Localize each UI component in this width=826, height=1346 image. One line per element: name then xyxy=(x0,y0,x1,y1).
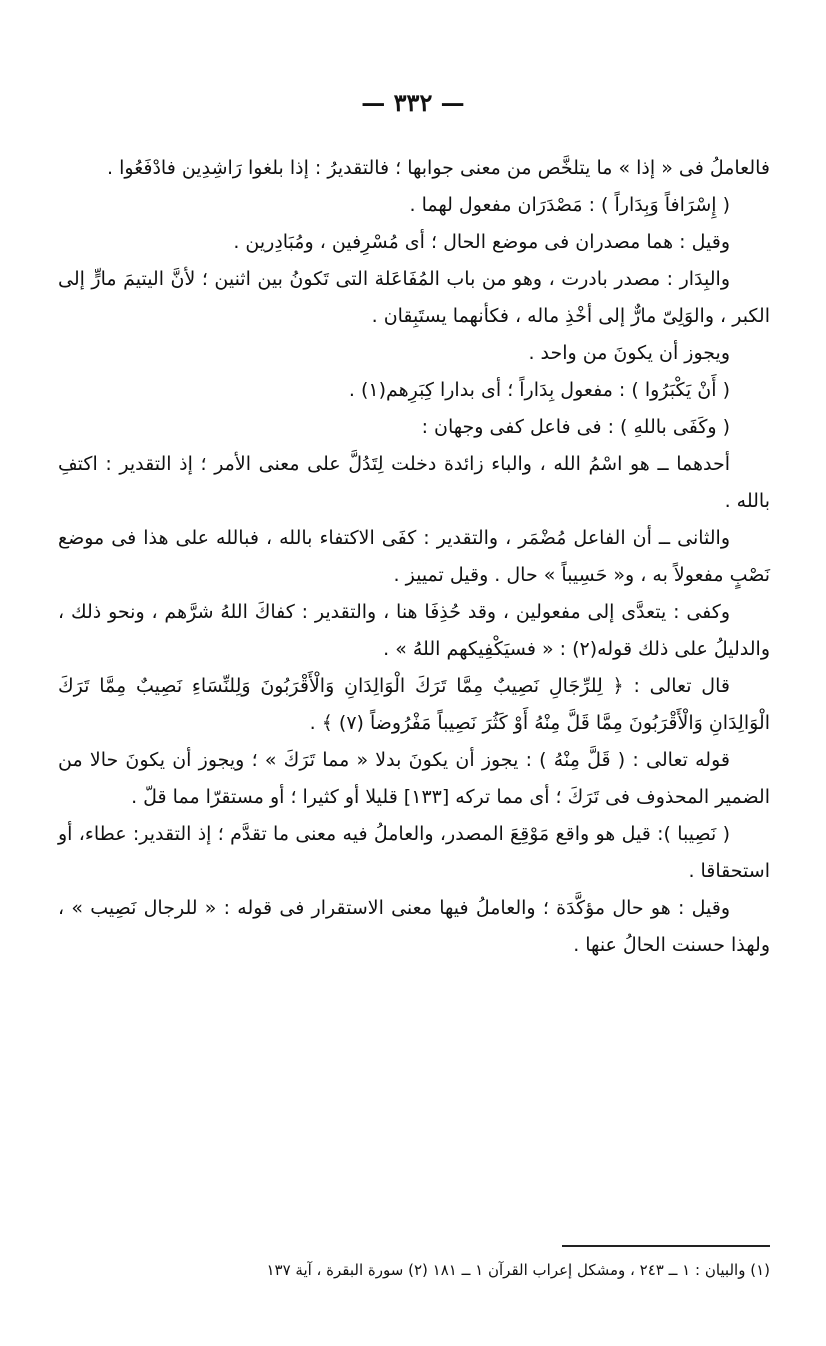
paragraph: أحدهما ــ هو اسْمُ الله ، والباء زائدة دخلت لِتَدُلَّ على معنى الأمر ؛ إذ التقدير : اكتفِ بالله . xyxy=(58,453,770,512)
paragraph: قوله تعالى : ( قَلَّ مِنْهُ ) : يجوز أن يكونَ بدلا « مما تَرَكَ » ؛ ويجوز أن يكونَ حالا من الضمير المحذوف فى تَرَكَ ؛ أى مما تركه [١٣٣] قليلا أو كثيرا ؛ أو مستقرّا مما قلّ . xyxy=(58,749,770,808)
footnote: (١) والبيان : ١ ــ ٢٤٣ ، ومشكل إعراب القرآن ١ ــ ١٨١ (٢) سورة البقرة ، آية ١٣٧ xyxy=(266,1261,770,1279)
paragraph: وكفى : يتعدَّى إلى مفعولين ، وقد حُذِفَا هنا ، والتقدير : كفاكَ اللهُ شرَّهم ، ونحو ذلك ، والدليلُ على ذلك قوله(٢) : « فسيَكْفِيكهم اللهُ » . xyxy=(58,601,770,660)
paragraph: قال تعالى : ﴿ لِلرِّجَالِ نَصِيبٌ مِمَّا تَرَكَ الْوَالِدَانِ وَالْأَقْرَبُونَ وَلِلنِّسَاءِ نَصِيبٌ مِمَّا تَرَكَ الْوَالِدَانِ وَالْأَقْرَبُونَ مِمَّا قَلَّ مِنْهُ أَوْ كَثُرَ نَصِيباً مَفْرُوضاً (٧) ﴾ . xyxy=(58,675,770,734)
footnote-separator xyxy=(562,1245,770,1247)
page-number: — ٣٣٢ — xyxy=(361,88,465,117)
paragraph: فالعاملُ فى « إذا » ما يتلخَّص من معنى جوابها ؛ فالتقديرُ : إذا بلغوا رَاشِدِين فادْفَعُوا . xyxy=(107,157,770,179)
paragraph: والثانى ــ أن الفاعل مُضْمَر ، والتقدير : كفَى الاكتفاء بالله ، فبالله على هذا فى موضع نَصْبٍ مفعولاً به ، و« حَسِيباً » حال . وقيل تمييز . xyxy=(58,527,770,586)
paragraph: ( وكَفَى باللهِ ) : فى فاعل كفى وجهان : xyxy=(421,416,730,438)
paragraph: ( إِسْرَافاً وَبِدَاراً ) : مَصْدَرَان مفعول لهما . xyxy=(409,194,730,216)
paragraph: وقيل : هما مصدران فى موضع الحال ؛ أى مُسْرِفين ، ومُبَادِرين . xyxy=(233,231,730,253)
paragraph: والبِدَار : مصدر بادرت ، وهو من باب المُفَاعَلة التى تَكونُ بين اثنين ؛ لأنَّ اليتيمَ مارٍّ إلى الكبر ، والوَلِىّ مارٌّ إلى أخْذِ ماله ، فكأنهما يستَبِقان . xyxy=(58,268,770,327)
paragraph: ( أَنْ يَكْبَرُوا ) : مفعول بِدَاراً ؛ أى بدارا كِبَرِهم(١) . xyxy=(348,379,730,401)
paragraph: ( نَصِيبا ): قيل هو واقع مَوْقِعَ المصدر، والعاملُ فيه معنى ما تقدَّم ؛ إذ التقدير: عطاء، أو استحقاقا . xyxy=(58,823,770,882)
body-text xyxy=(58,150,770,964)
paragraph: وقيل : هو حال مؤكَّدَة ؛ والعاملُ فيها معنى الاستقرار فى قوله : « للرجال نَصِيب » ، ولهذا حسنت الحالُ عنها . xyxy=(58,897,770,956)
paragraph: ويجوز أن يكونَ من واحد . xyxy=(528,342,730,364)
